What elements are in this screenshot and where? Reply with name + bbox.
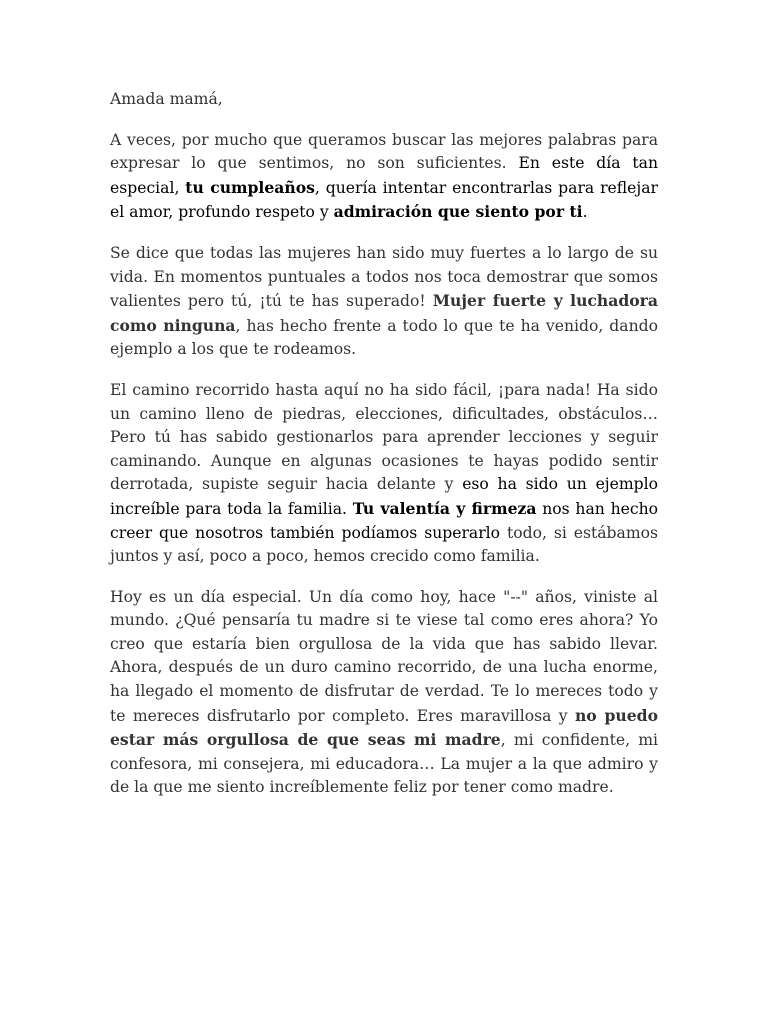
p3-text-4: todo, si estábamos juntos y así, poco a poco, hemos crecido como familia.	[110, 523, 658, 566]
p1-text-3: , quería intentar encontrarlas para reflejar el amor, profundo respeto y	[110, 178, 658, 222]
p1-bold-1: tu cumpleaños	[185, 177, 315, 197]
letter-greeting: Amada mamá,	[110, 90, 223, 108]
p2-text-2: , has hecho frente a todo lo que te ha venido, dando ejemplo a los que te rodeamos.	[110, 316, 658, 359]
p3-bold-1: Tu valentía y firmeza	[352, 498, 537, 518]
p1-text-2: En este día tan especial,	[110, 154, 658, 197]
p2-bold-1: Mujer fuerte y luchadora como ninguna	[110, 291, 658, 335]
p4-text-1: Hoy es un día especial. Un día como hoy, hace "--" años, viniste al mundo. ¿Qué pensaría tu madre si te viese tal como eres ahora? Yo creo que estaría bien orgullosa de la vida que has sabido llevar. Ahora, después de un duro camino recorrido, de una lucha enorme, ha llegado el momento de disfrutar de verdad. Te lo mereces todo y te mereces disfrutarlo por completo. Eres maravillosa y	[110, 587, 658, 725]
paragraph-2	[110, 242, 658, 362]
paragraph-4	[110, 586, 658, 800]
p2-text-1: Se dice que todas las mujeres han sido muy fuertes a lo largo de su vida. En momentos puntuales a todos nos toca demostrar que somos valientes pero tú, ¡tú te has superado!	[110, 243, 658, 311]
letter-body	[110, 88, 658, 817]
p3-text-2: eso ha sido un ejemplo increíble para toda la familia.	[110, 475, 658, 518]
p4-text-2: , mi confidente, mi confesora, mi consejera, mi educadora… La mujer a la que admiro y de la que me siento increíblemente feliz por tener como madre.	[110, 731, 658, 797]
p1-bold-2: admiración que siento por ti	[333, 202, 583, 222]
paragraph-3	[110, 379, 658, 569]
p1-text-1: A veces, por mucho que queramos buscar las mejores palabras para expresar lo que sentimos, no son suficientes.	[110, 130, 658, 173]
p3-text-3: nos han hecho creer que nosotros también podíamos superarlo	[110, 499, 659, 542]
p4-bold-1: no puedo estar más orgullosa de que seas mi madre	[110, 705, 658, 750]
p3-text-1: El camino recorrido hasta aquí no ha sido fácil, ¡para nada! Ha sido un camino lleno de piedras, elecciones, dificultades, obstáculos… Pero tú has sabido gestionarlos para aprender lecciones y seguir caminando. Aunque en algunas ocasiones te hayas podido sentir derrotada, supiste seguir hacia delante y	[110, 380, 658, 494]
paragraph-1	[110, 129, 658, 225]
p1-text-4: .	[582, 203, 588, 222]
